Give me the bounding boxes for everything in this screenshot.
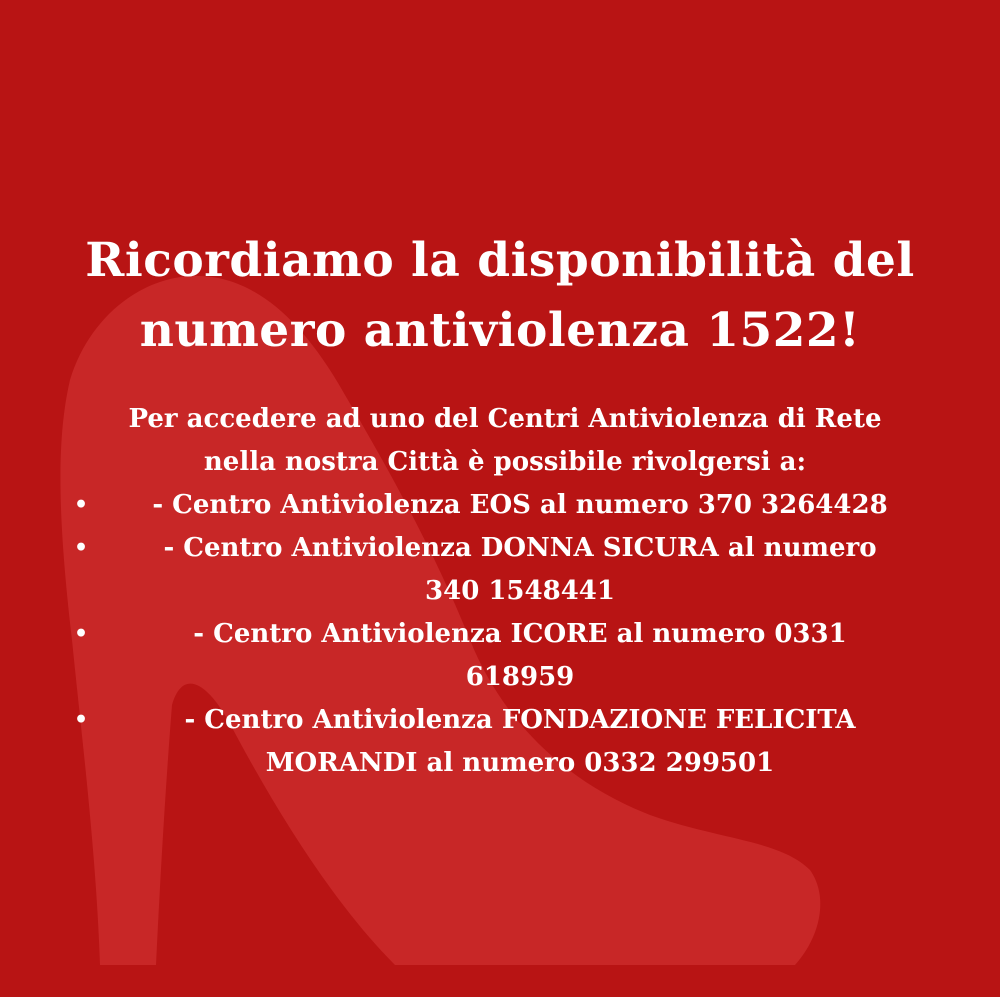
list-item xyxy=(60,484,950,527)
intro-line-2: nella nostra Città è possibile rivolgersi a: xyxy=(203,447,807,477)
centre-icore-number: 618959 xyxy=(465,662,575,692)
info-block xyxy=(60,398,950,785)
bullet-icon: • xyxy=(74,535,89,561)
list-item xyxy=(60,699,950,785)
centre-eos: - Centro Antiviolenza EOS al numero 370 3264428 xyxy=(152,490,888,520)
intro-text xyxy=(60,398,950,484)
centre-felicita-morandi: - Centro Antiviolenza FONDAZIONE FELICITA xyxy=(184,705,856,735)
headline-line-1: Ricordiamo la disponibilità del xyxy=(85,233,915,288)
intro-line-1: Per accedere ad uno del Centri Antiviolenza di Rete xyxy=(128,404,882,434)
centre-felicita-morandi-number: MORANDI al numero 0332 299501 xyxy=(265,748,775,778)
list-item xyxy=(60,613,950,699)
centre-donna-sicura: - Centro Antiviolenza DONNA SICURA al numero xyxy=(163,533,877,563)
list-item xyxy=(60,527,950,613)
headline xyxy=(40,226,960,366)
centres-list xyxy=(60,484,950,785)
bullet-icon: • xyxy=(74,707,89,733)
centre-donna-sicura-number: 340 1548441 xyxy=(425,576,615,606)
bullet-icon: • xyxy=(74,621,89,647)
bullet-icon: • xyxy=(74,492,89,518)
centre-icore: - Centro Antiviolenza ICORE al numero 0331 xyxy=(193,619,847,649)
headline-line-2: numero antiviolenza 1522! xyxy=(139,303,861,358)
